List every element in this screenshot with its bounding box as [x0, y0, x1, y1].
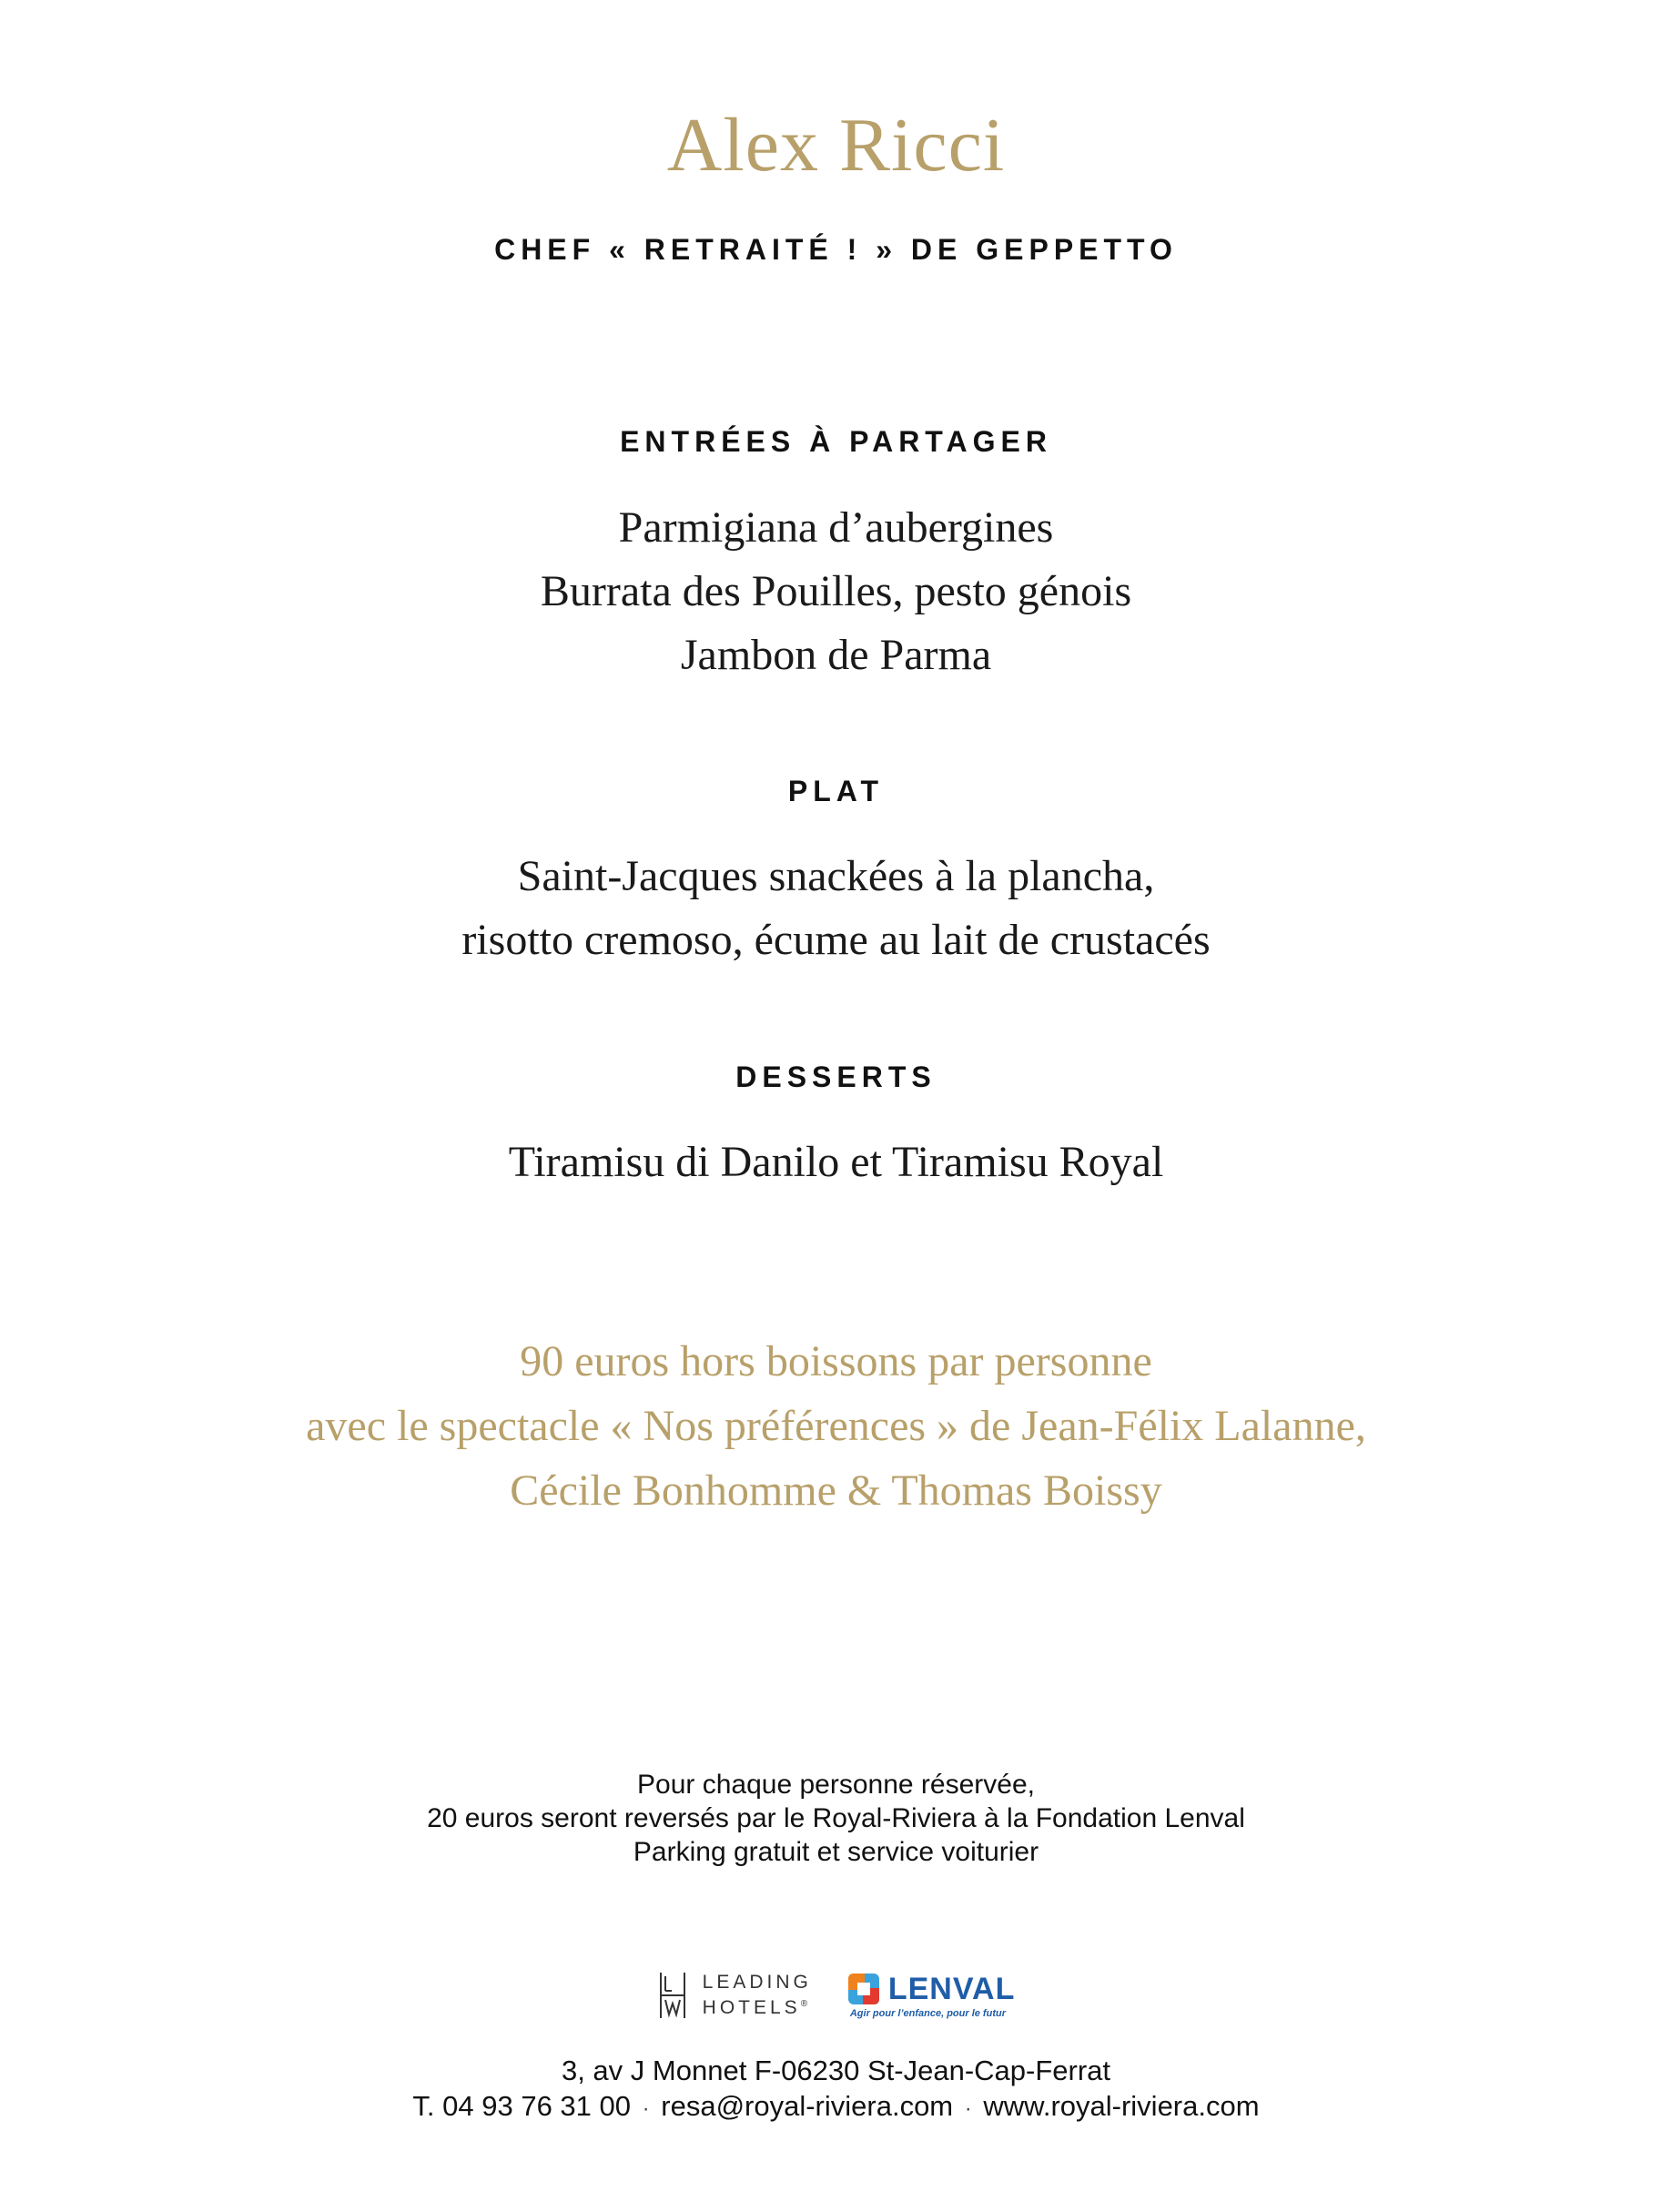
dish-item: risotto cremoso, écume au lait de crustacés — [461, 916, 1211, 964]
address: 3, av J Monnet F-06230 St-Jean-Cap-Ferrat — [561, 2055, 1111, 2086]
separator: · — [964, 2096, 972, 2121]
chef-title: CHEF « RETRAITÉ ! » DE GEPPETTO — [494, 233, 1178, 266]
section-heading-desserts: DESSERTS — [735, 1060, 937, 1093]
dish-item: Parmigiana d’aubergines — [618, 503, 1054, 552]
dish-item: Saint-Jacques snackées à la plancha, — [517, 852, 1155, 900]
lenval-wordmark: LENVAL — [887, 1972, 1016, 2006]
lhw-line-1: LEADING — [702, 1972, 812, 1993]
footer-note-line: Parking gratuit et service voiturier — [633, 1837, 1039, 1867]
price-line: Cécile Bonhomme & Thomas Boissy — [510, 1466, 1162, 1515]
chef-name: Alex Ricci — [666, 103, 1006, 188]
price-line: 90 euros hors boissons par personne — [520, 1337, 1152, 1385]
lhw-registered: ® — [800, 1999, 808, 2009]
email-link[interactable]: resa@royal-riviera.com — [661, 2090, 954, 2122]
entrees-list — [0, 496, 1672, 687]
price-block — [0, 1329, 1672, 1523]
lenval-logo — [846, 1972, 1015, 2019]
separator: · — [642, 2096, 650, 2121]
lenval-emblem-icon — [846, 1972, 881, 2006]
desserts-list — [0, 1131, 1672, 1194]
lhw-monogram-icon — [657, 1969, 688, 2022]
contact-line — [0, 2089, 1672, 2126]
phone: T. 04 93 76 31 00 — [412, 2090, 632, 2122]
website-link[interactable]: www.royal-riviera.com — [983, 2090, 1260, 2122]
section-heading-entrees: ENTRÉES À PARTAGER — [620, 425, 1052, 458]
dish-item: Burrata des Pouilles, pesto génois — [540, 567, 1132, 615]
price-line: avec le spectacle « Nos préférences » de Jean-Félix Lalanne, — [306, 1402, 1366, 1450]
footer-note — [0, 1768, 1672, 1869]
leading-hotels-logo — [657, 1969, 812, 2022]
footer-note-line: 20 euros seront reversés par le Royal-Riviera à la Fondation Lenval — [427, 1803, 1245, 1833]
partner-logos — [0, 1966, 1672, 2024]
lenval-tagline: Agir pour l’enfance, pour le futur — [849, 2008, 1006, 2019]
dish-item: Tiramisu di Danilo et Tiramisu Royal — [508, 1138, 1164, 1186]
plat-list — [0, 845, 1672, 972]
dish-item: Jambon de Parma — [680, 631, 992, 679]
footer-note-line: Pour chaque personne réservée, — [637, 1770, 1035, 1800]
section-heading-plat: PLAT — [787, 775, 885, 807]
lhw-line-2: HOTELS — [702, 1997, 801, 2018]
